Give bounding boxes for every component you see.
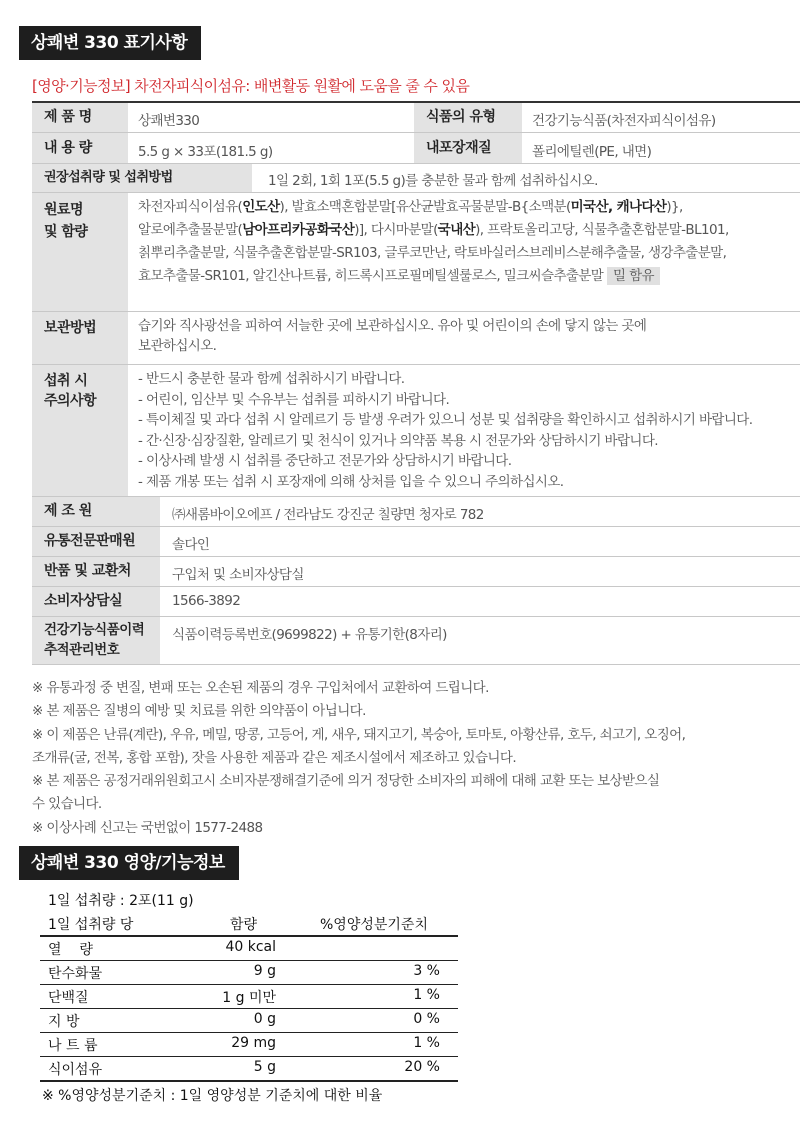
table-row (32, 617, 800, 665)
nutrient-pct: 1 % (413, 987, 440, 1003)
ingredients-line: 칡뿌리추출분말, 식물추출혼합분말-SR103, 글루코만난, 락토바실러스브레비스분해추출물, 생강추출분말, (138, 245, 727, 261)
caution-line: - 간·신장·심장질환, 알레르기 및 천식이 있거나 의약품 복용 시 전문가와 상담하시기 바랍니다. (138, 432, 658, 449)
ingredients-line (138, 265, 729, 288)
trace-label-line: 건강기능식품이력 (44, 622, 145, 638)
nutrient-name: 열 량 (48, 942, 93, 958)
nutrient-pct: 0 % (413, 1011, 440, 1027)
caution-label (32, 365, 128, 496)
function-info: [영양·기능정보] 차전자피식이섬유: 배변활동 원활에 도움을 줄 수 있음 (32, 77, 470, 95)
consult-value: 1566-3892 (172, 593, 241, 609)
storage-line: 습기와 직사광선을 피하여 서늘한 곳에 보관하십시오. 유아 및 어린이의 손에 닿지 않는 곳에 (138, 318, 647, 334)
content-label: 내 용 량 (32, 133, 128, 163)
nutrient-name: 식이섬유 (48, 1062, 103, 1078)
caution-label-line: 주의사항 (44, 393, 97, 409)
nutrition-row (40, 937, 458, 961)
note-line: ※ 유통과정 중 변질, 변패 또는 오손된 제품의 경우 구입처에서 교환하여 드립니다. (32, 680, 489, 696)
origin-bold: 미국산, 캐나다산 (570, 199, 667, 215)
nutrient-amount: 29 mg (231, 1035, 276, 1051)
nutrition-row (40, 1057, 458, 1082)
trace-label-line: 추적관리번호 (44, 642, 120, 658)
table-row (32, 103, 800, 133)
text-part: 차전자피식이섬유( (138, 199, 243, 215)
nutrient-name: 단백질 (48, 990, 89, 1006)
nutrition-table (40, 890, 458, 1105)
note-line: 수 있습니다. (32, 796, 102, 813)
table-row (32, 557, 800, 587)
nutrient-amount: 9 g (253, 963, 276, 979)
allergen-badge: 밀 함유 (607, 267, 660, 285)
origin-bold: 인도산 (242, 199, 280, 215)
note-line: 조개류(굴, 전복, 홍합 포함), 잣을 사용한 제품과 같은 제조시설에서 제조하고 있습니다. (32, 749, 517, 766)
caution-text (138, 369, 800, 492)
ingredients-label-line: 및 함량 (44, 224, 88, 240)
note-line: ※ 본 제품은 공정거래위원회고시 소비자분쟁해결기준에 의거 정당한 소비자의 피해에 대해 교환 또는 보상받으실 (32, 773, 660, 790)
section-title-label: 상쾌변 330 표기사항 (19, 26, 201, 60)
table-row (32, 365, 800, 497)
text-part: )}, (666, 199, 683, 215)
label-info-table (32, 101, 800, 665)
caution-line: - 특이체질 및 과다 섭취 시 알레르기 등 발생 우려가 있으니 성분 및 섭취량을 확인하시고 섭취하시기 바랍니다. (138, 412, 753, 428)
nutrition-serving: 1일 섭취량 : 2포(11 g) (48, 893, 194, 909)
caution-line: - 어린이, 임산부 및 수유부는 섭취를 피하시기 바랍니다. (138, 391, 450, 408)
returns-value: 구입처 및 소비자상담실 (172, 567, 304, 583)
distributor-value: 솔다인 (172, 537, 210, 553)
note-line: ※ 본 제품은 질병의 예방 및 치료를 위한 의약품이 아닙니다. (32, 703, 366, 720)
packaging-label: 내포장재질 (414, 133, 522, 163)
nutrition-row (40, 1033, 458, 1057)
trace-label (32, 617, 160, 664)
nutrient-amount: 5 g (253, 1059, 276, 1075)
returns-label: 반품 및 교환처 (32, 557, 160, 586)
table-row (32, 133, 800, 164)
nutrient-name: 지 방 (48, 1014, 80, 1030)
content-value: 5.5 g × 33포(181.5 g) (138, 144, 273, 160)
nutrition-row (40, 961, 458, 985)
caution-label-line: 섭취 시 (44, 373, 88, 389)
caution-line: - 제품 개봉 또는 섭취 시 포장재에 의해 상처를 입을 수 있으니 주의하십시오. (138, 473, 564, 490)
table-row (32, 164, 800, 193)
origin-bold: 국내산 (437, 222, 476, 238)
caution-line: - 반드시 충분한 물과 함께 섭취하시기 바랍니다. (138, 371, 405, 387)
maker-label: 제 조 원 (32, 497, 160, 526)
origin-bold: 남아프리카공화국산 (242, 222, 355, 238)
nutrient-pct: 1 % (413, 1035, 440, 1051)
table-row (32, 587, 800, 617)
nutrient-name: 나 트 륨 (48, 1038, 98, 1054)
storage-text (138, 316, 646, 356)
note-line: ※ 이상사례 신고는 국번없이 1577-2488 (32, 819, 263, 836)
ingredients-label-line: 원료명 (44, 202, 84, 218)
text-part: ), 프락토올리고당, 식물추출혼합분말-BL101, (475, 222, 729, 238)
packaging-value: 폴리에틸렌(PE, 내면) (532, 144, 652, 160)
storage-label: 보관방법 (32, 312, 128, 364)
nutrition-row (40, 985, 458, 1009)
nutrition-header-item: 1일 섭취량 당 (48, 917, 134, 933)
nutrient-amount: 1 g 미만 (222, 990, 276, 1006)
notes (32, 677, 685, 840)
text-part: 효모추출물-SR101, 알긴산나트륨, 히드록시프로필메틸셀룰로스, 밀크씨슬추출분말 (138, 268, 604, 284)
ingredients-line (138, 219, 729, 242)
nutrition-header (40, 912, 458, 937)
consult-label: 소비자상담실 (32, 587, 160, 616)
maker-value: ㈜새롬바이오에프 / 전라남도 강진군 칠량면 청자로 782 (172, 507, 484, 523)
intake-label: 권장섭취량 및 섭취방법 (32, 164, 252, 192)
food-type-label: 식품의 유형 (414, 103, 522, 132)
food-type: 건강기능식품(차전자피식이섬유) (532, 113, 716, 129)
nutrition-header-pct: %영양성분기준치 (320, 917, 428, 933)
nutrition-row (40, 1009, 458, 1033)
storage-line: 보관하십시오. (138, 338, 217, 354)
table-row (32, 193, 800, 312)
ingredients-list (138, 196, 729, 288)
nutrient-pct: 20 % (404, 1059, 440, 1075)
note-line: ※ 이 제품은 난류(계란), 우유, 메밀, 땅콩, 고등어, 게, 새우, 돼지고기, 복숭아, 토마토, 아황산류, 호두, 쇠고기, 오징어, (32, 726, 686, 743)
ingredients-line (138, 196, 729, 219)
nutrient-name: 탄수화물 (48, 966, 103, 982)
trace-value: 식품이력등록번호(9699822) + 유통기한(8자리) (172, 627, 447, 643)
text-part: ), 발효소맥혼합분말[유산균발효곡물분말-B{소맥분( (279, 199, 571, 215)
nutrition-footnote: ※ %영양성분기준치 : 1일 영양성분 기준치에 대한 비율 (42, 1088, 383, 1104)
section-title-nutrition: 상쾌변 330 영양/기능정보 (19, 846, 239, 880)
nutrition-header-amount: 함량 (230, 917, 258, 933)
text-part: 알로에추출물분말( (138, 222, 243, 238)
nutrient-pct: 3 % (413, 963, 440, 979)
nutrient-amount: 40 kcal (225, 939, 276, 955)
product-name: 상쾌변330 (138, 113, 200, 129)
distributor-label: 유통전문판매원 (32, 527, 160, 556)
caution-line: - 이상사례 발생 시 섭취를 중단하고 전문가와 상담하시기 바랍니다. (138, 453, 512, 469)
table-row (32, 312, 800, 365)
text-part: )], 다시마분말( (354, 222, 438, 238)
table-row (32, 527, 800, 557)
table-row (32, 497, 800, 527)
nutrient-amount: 0 g (253, 1011, 276, 1027)
ingredients-label (32, 193, 128, 311)
product-name-label: 제 품 명 (32, 103, 128, 132)
intake-value: 1일 2회, 1회 1포(5.5 g)를 충분한 물과 함께 섭취하십시오. (268, 173, 598, 189)
